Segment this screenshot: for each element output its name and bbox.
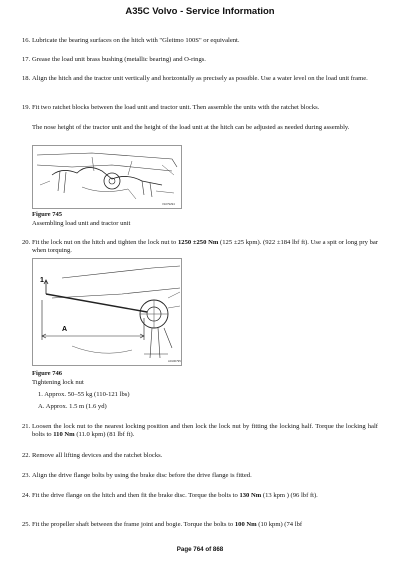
figure-746-item-a: A. Approx. 1.5 m (1.6 yd): [38, 403, 107, 410]
figure-746-label-1: 1: [40, 277, 44, 284]
figure-746-caption: Tightening lock nut: [32, 379, 84, 386]
step-19-note: The nose height of the tractor unit and the height of the load unit at the hitch can be adjusted as needed during assembly.: [32, 124, 350, 131]
figure-746-code: A0100795: [168, 359, 181, 363]
page-footer: Page 764 of 868: [176, 546, 224, 553]
step-18: [22, 75, 378, 83]
step-22: [22, 452, 378, 460]
step-text: Remove all lifting devices and the ratchet blocks.: [32, 452, 163, 459]
step-21: [22, 423, 378, 440]
step-text: Fit the propeller shaft between the frame joint and bogie. Torque the bolts to 100 Nm (10 kpm) (74 lbf: [32, 521, 303, 528]
step-text: Align the hitch and the tractor unit vertically and horizontally as precisely as possible. Use a water level on the load unit frame.: [32, 75, 368, 82]
step-number: 17.: [22, 56, 31, 63]
step-16: [22, 37, 378, 45]
step-number: 22.: [22, 452, 31, 459]
figure-746-item-1: 1. Approx. 50–55 kg (110-121 lbs): [38, 391, 130, 398]
figure-746-label-a: A: [62, 326, 68, 333]
step-number: 18.: [22, 75, 31, 82]
step-number: 23.: [22, 472, 31, 479]
page-header: A35C Volvo - Service Information: [125, 6, 275, 17]
step-text: Fit the lock nut on the hitch and tighten the lock nut to 1250 ±250 Nm (125 ±25 kpm). (922 ±184 lbf ft). Use a spit or long pry bar when torquing.: [32, 239, 379, 255]
torque-value: 110 Nm: [53, 431, 75, 439]
step-number: 25.: [22, 521, 31, 528]
torque-value: 1250 ±250 Nm: [177, 239, 219, 246]
figure-745-code: V1079294: [162, 202, 175, 206]
step-text: Grease the load unit brass bushing (metallic bearing) and O-rings.: [32, 56, 206, 63]
step-20: [22, 239, 378, 256]
step-text: Lubricate the bearing surfaces on the hitch with "Gleitmo 100S" or equivalent.: [32, 37, 240, 44]
figure-745-title: Figure 745: [32, 211, 63, 218]
step-number: 16.: [22, 37, 31, 44]
step-23: [22, 472, 378, 480]
step-number: 19.: [22, 104, 31, 111]
step-number: 20.: [22, 239, 31, 246]
figure-745-illustration: [32, 145, 182, 209]
step-text: Fit two ratchet blocks between the load unit and tractor unit. Then assemble the units with the ratchet blocks.: [32, 104, 320, 111]
figure-746-illustration: [32, 258, 182, 366]
step-number: 21.: [22, 423, 31, 430]
step-19: [22, 104, 378, 112]
step-text: Align the drive flange bolts by using the brake disc before the drive flange is fitted.: [32, 472, 252, 479]
step-24: [22, 492, 378, 500]
step-25: [22, 521, 378, 529]
torque-value: 130 Nm: [239, 492, 262, 499]
figure-746-title: Figure 746: [32, 370, 63, 377]
figure-745-caption: Assembling load unit and tractor unit: [32, 220, 131, 227]
step-number: 24.: [22, 492, 31, 499]
torque-value: 100 Nm: [234, 521, 257, 528]
step-text: Fit the drive flange on the hitch and then fit the brake disc. Torque the bolts to 130 Nm (13 kpm ) (96 lbf ft).: [32, 492, 318, 499]
step-text: Loosen the lock nut to the nearest locking position and then lock the lock nut by fitting the locking half. Torque the locking half bolts to 110 Nm (11.0 kpm) (81 lbf ft).: [32, 423, 378, 439]
step-17: [22, 56, 378, 64]
